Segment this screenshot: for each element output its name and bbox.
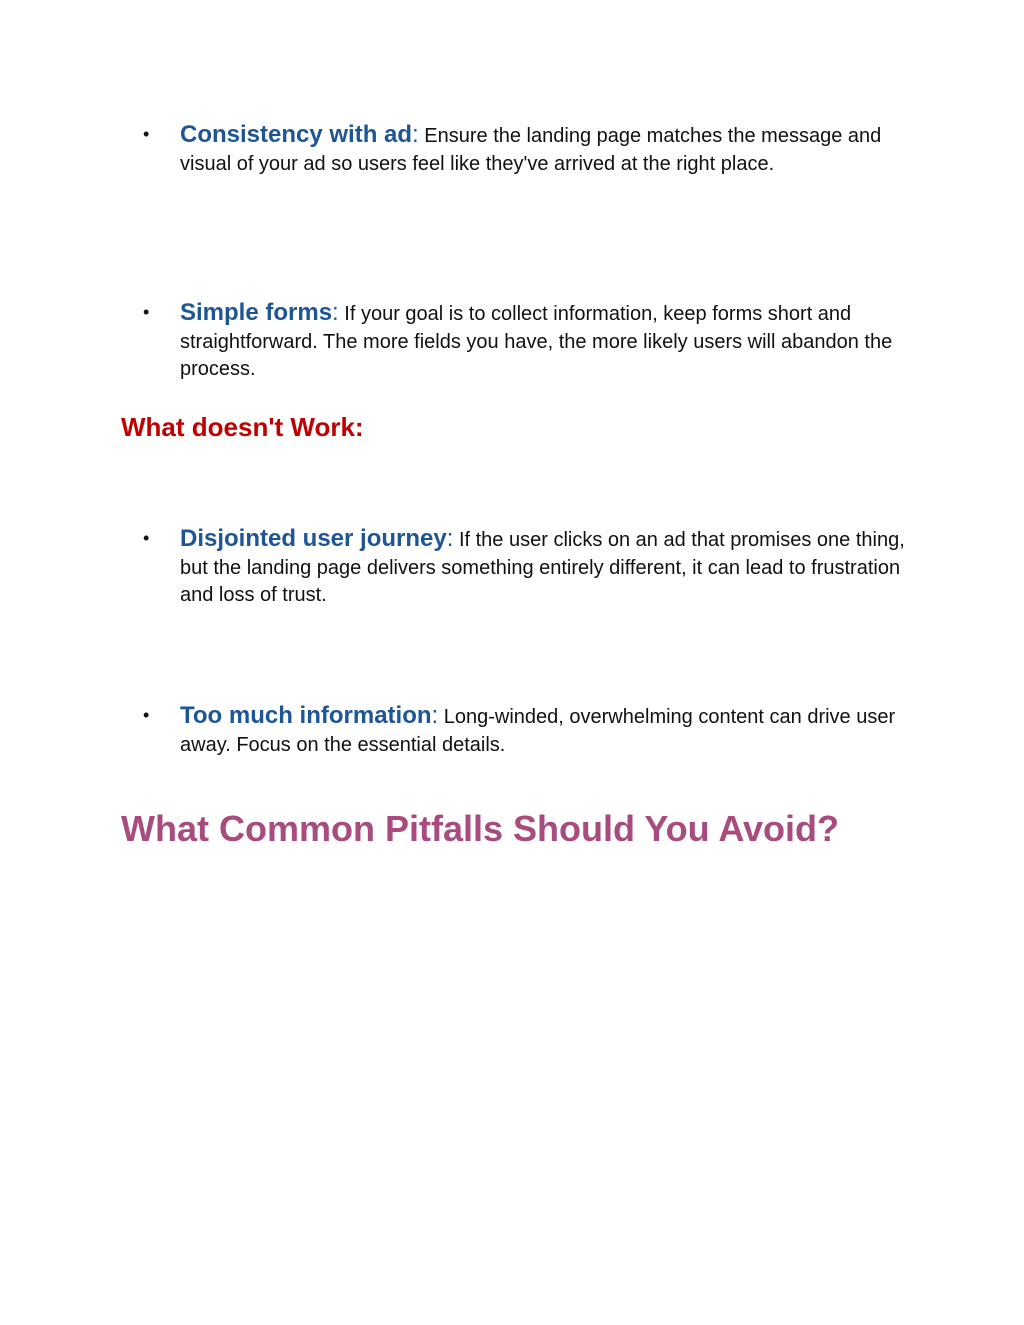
item-colon: : [446,525,454,552]
bullet-icon: • [143,302,150,322]
list-item-consistency [143,121,910,178]
item-term: Disjointed user journey [180,525,447,552]
item-term: Consistency with ad [180,121,413,148]
section-heading-pitfalls: What Common Pitfalls Should You Avoid? [121,808,839,849]
item-description: Ensure the landing page matches the message and visual of your ad so users feel like they've arrived at the right place. [180,125,882,175]
item-description: Long-winded, overwhelming content can drive user away. Focus on the essential details. [180,706,896,756]
item-colon: : [431,702,439,729]
item-description: If the user clicks on an ad that promises one thing, but the landing page delivers something entirely different, it can lead to frustration and loss of trust. [180,529,905,606]
bullet-icon: • [143,705,150,725]
item-term: Simple forms [180,299,333,326]
bullet-icon: • [143,124,150,144]
item-description: If your goal is to collect information, keep forms short and straightforward. The more fields you have, the more likely users will abandon the process. [180,303,893,380]
list-item-too-much-information [143,702,910,759]
item-term: Too much information [180,702,432,729]
item-colon: : [412,121,419,148]
list-item-simple-forms [143,299,910,384]
bullet-icon: • [143,528,150,548]
item-colon: : [332,299,339,326]
section-heading-doesnt-work: What doesn't Work: [121,412,364,442]
list-item-disjointed-journey [143,525,910,610]
